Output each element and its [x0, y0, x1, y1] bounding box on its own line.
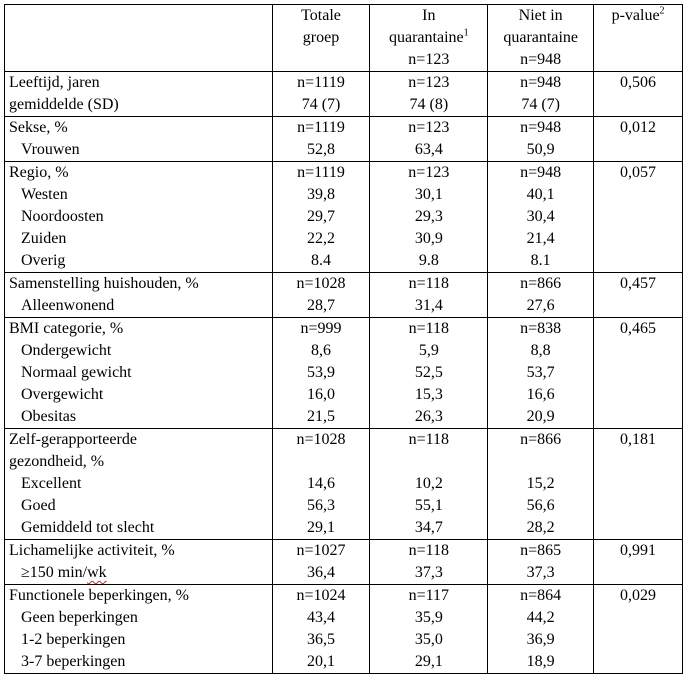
header-row	[5, 5, 683, 72]
row-label: Samenstelling huishouden, % Alleenwonend	[5, 273, 273, 318]
section-sex: Sekse, % Vrouwen n=1119 52,8 n=123 63,4 n=948 50,9 0,012	[5, 117, 683, 162]
row-label: Zelf-gerapporteerde gezondheid, % Excellent Goed Gemiddeld tot slecht	[5, 429, 273, 540]
row-label: Leeftijd, jaren gemiddelde (SD)	[5, 72, 273, 117]
header-empty-cell	[5, 5, 273, 72]
section-household: Samenstelling huishouden, % Alleenwonend n=1028 28,7 n=118 31,4 n=866 27,6 0,457	[5, 273, 683, 318]
row-label: Sekse, % Vrouwen	[5, 117, 273, 162]
section-activity: Lichamelijke activiteit, % ≥150 min/wk n=1027 36,4 n=118 37,3 n=865 37,3 0,991	[5, 540, 683, 585]
row-label: BMI categorie, % Ondergewicht Normaal gewicht Overgewicht Obesitas	[5, 318, 273, 429]
header-p-value: p-value$^2$	[594, 5, 683, 72]
section-region: Regio, % Westen Noordoosten Zuiden Overig n=1119 39,8 29,7 22,2 8.4 n=123 30,1 29,3 30,9 9.8 n=948 40,1 30,4 21,4 8.1 0,057	[5, 162, 683, 273]
header-in-quarantine: In quarantaine$^1$ n=123	[370, 5, 488, 72]
header-total-group: Totale groep	[272, 5, 370, 72]
row-label: Lichamelijke activiteit, % ≥150 min/wk	[5, 540, 273, 585]
section-health: Zelf-gerapporteerde gezondheid, % Excellent Goed Gemiddeld tot slecht n=1028 14,6 56,3 29,1 n=118 10,2 55,1 34,7 n=866 15,2 56,6 28,2 0,181	[5, 429, 683, 540]
section-bmi: BMI categorie, % Ondergewicht Normaal gewicht Overgewicht Obesitas n=999 8,6 53,9 16,0 21,5 n=118 5,9 52,5 15,3 26,3 n=838 8,8 53,7 16,6 20,9 0,465	[5, 318, 683, 429]
spellcheck-underline: wk	[87, 564, 107, 581]
section-limitations: Functionele beperkingen, % Geen beperkingen 1-2 beperkingen 3-7 beperkingen n=1024 43,4 36,5 20,1 n=117 35,9 35,0 29,1 n=864 44,2 36,9 18,9 0,029	[5, 585, 683, 674]
row-label: Regio, % Westen Noordoosten Zuiden Overig	[5, 162, 273, 273]
characteristics-table	[4, 4, 683, 674]
header-not-in-quarantine: Niet in quarantaine n=948	[488, 5, 594, 72]
section-age: Leeftijd, jaren gemiddelde (SD) n=1119 74 (7) n=123 74 (8) n=948 74 (7) 0,506	[5, 72, 683, 117]
row-label: Functionele beperkingen, % Geen beperkingen 1-2 beperkingen 3-7 beperkingen	[5, 585, 273, 674]
